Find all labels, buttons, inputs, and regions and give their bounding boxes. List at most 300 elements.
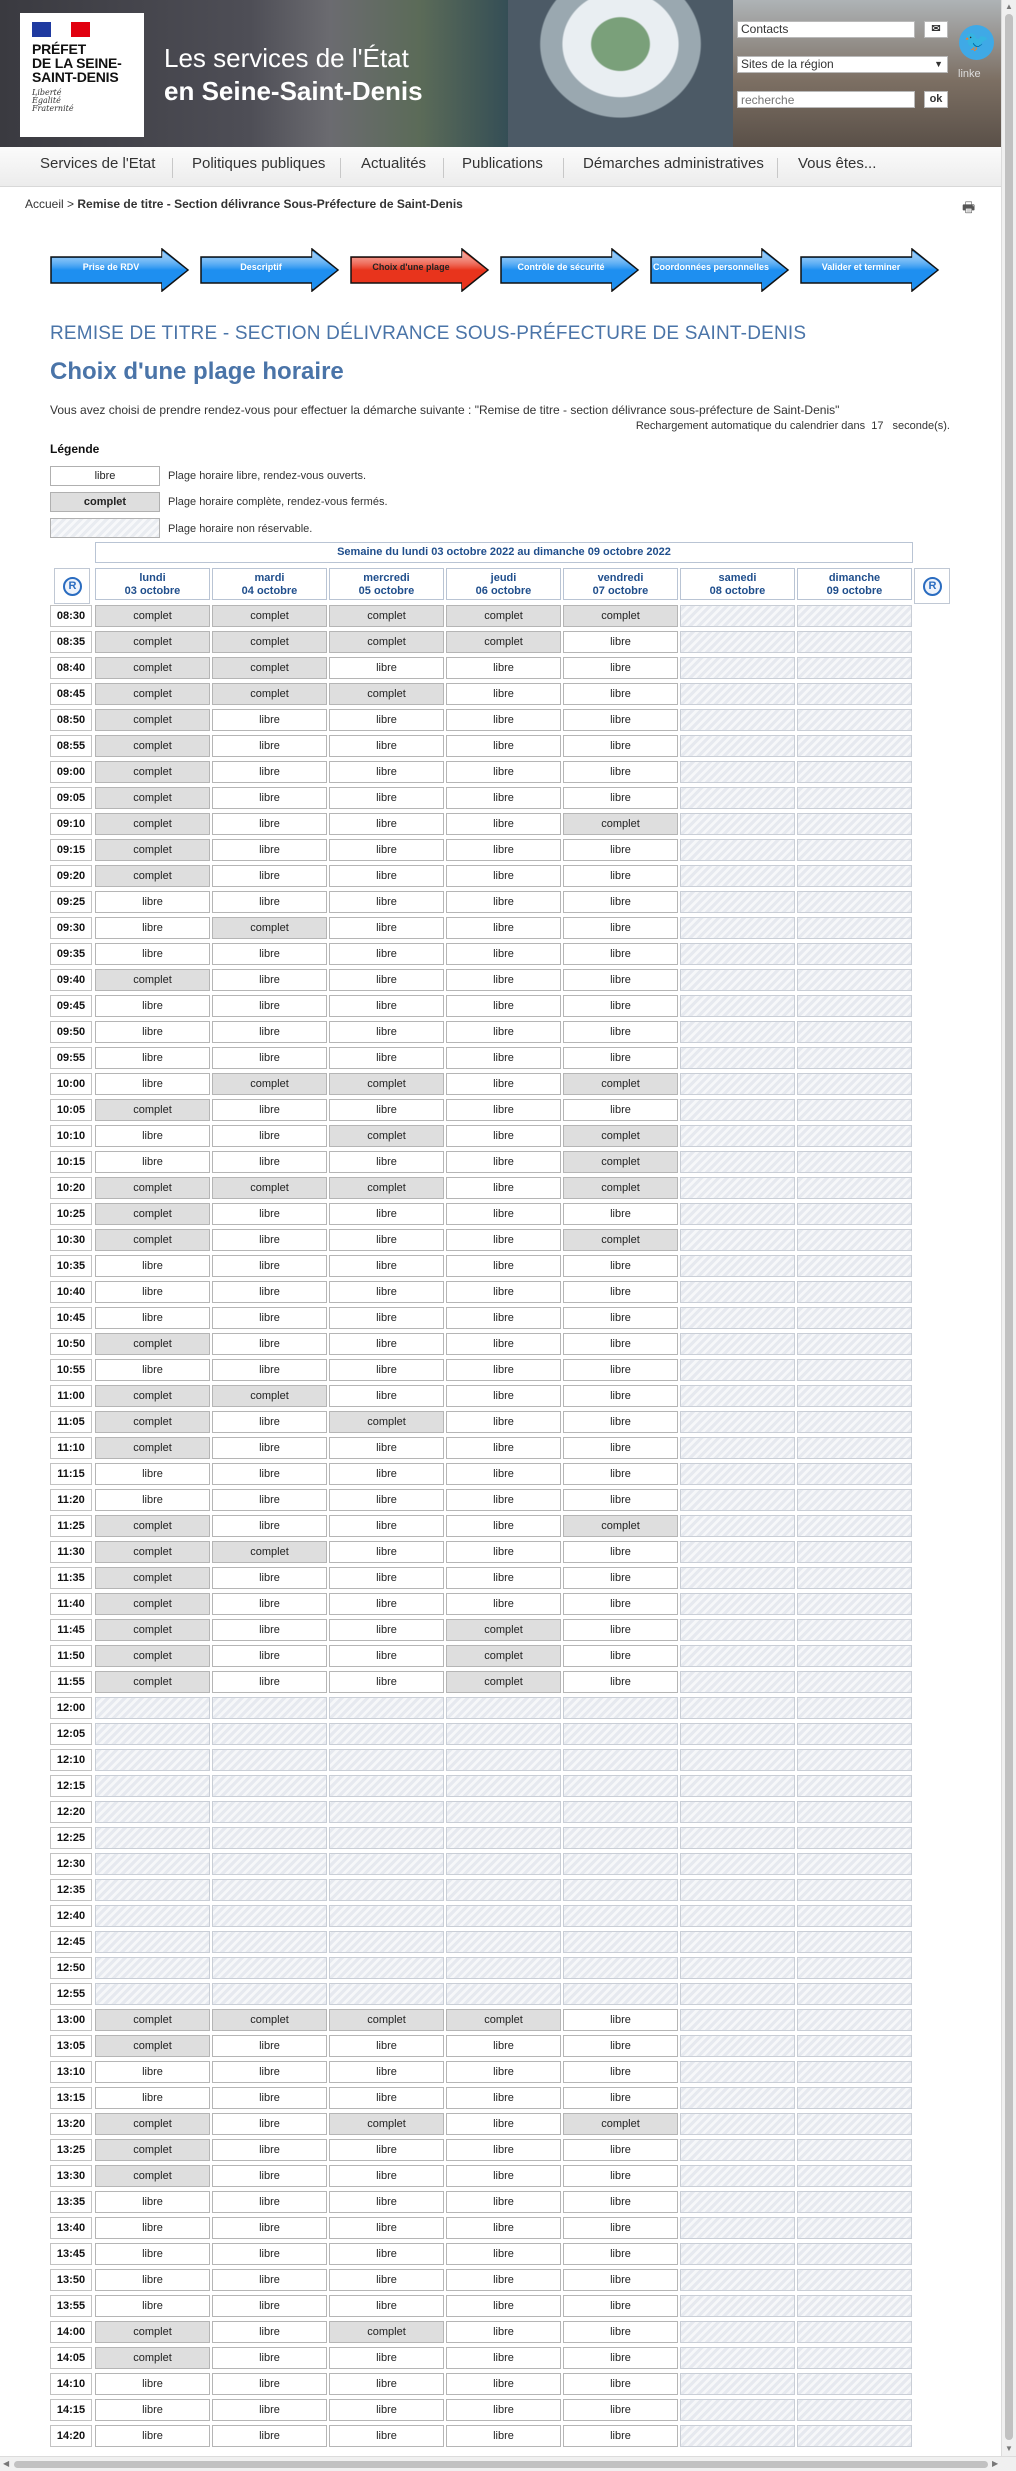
slot-libre[interactable]: libre: [212, 1125, 327, 1147]
contacts-select[interactable]: Contacts: [737, 21, 915, 38]
slot-libre[interactable]: libre: [563, 2139, 678, 2161]
slot-libre[interactable]: libre: [212, 2399, 327, 2421]
slot-libre[interactable]: libre: [212, 761, 327, 783]
slot-libre[interactable]: libre: [563, 2191, 678, 2213]
slot-libre[interactable]: libre: [95, 1125, 210, 1147]
day-name: jeudi: [490, 572, 517, 584]
slot-libre[interactable]: libre: [563, 1255, 678, 1277]
slot-libre[interactable]: libre: [563, 995, 678, 1017]
slot-libre[interactable]: libre: [212, 1307, 327, 1329]
slot-libre[interactable]: libre: [563, 761, 678, 783]
slot-non-reservable: [797, 1827, 912, 1849]
slot-libre[interactable]: libre: [95, 2243, 210, 2265]
step-6[interactable]: [800, 248, 940, 292]
slot-libre[interactable]: libre: [329, 2243, 444, 2265]
slot-libre[interactable]: libre: [563, 1671, 678, 1693]
slot-non-reservable: [680, 2061, 795, 2083]
slot-libre[interactable]: libre: [446, 2269, 561, 2291]
slot-libre[interactable]: libre: [95, 1255, 210, 1277]
time-label: 09:10: [50, 813, 92, 835]
slot-libre[interactable]: libre: [446, 2295, 561, 2317]
main-nav: [0, 147, 1001, 187]
slot-libre[interactable]: libre: [329, 1463, 444, 1485]
slot-libre[interactable]: libre: [563, 969, 678, 991]
slot-libre[interactable]: libre: [329, 995, 444, 1017]
slot-libre[interactable]: libre: [329, 917, 444, 939]
slot-libre[interactable]: libre: [212, 839, 327, 861]
slot-libre[interactable]: libre: [212, 1671, 327, 1693]
slot-libre[interactable]: libre: [329, 1541, 444, 1563]
slot-libre[interactable]: libre: [212, 2035, 327, 2057]
slot-libre[interactable]: libre: [446, 1515, 561, 1537]
slot-libre[interactable]: libre: [563, 1489, 678, 1511]
slot-non-reservable: [797, 2165, 912, 2187]
slot-libre[interactable]: libre: [446, 1463, 561, 1485]
scroll-down-icon[interactable]: ▼: [1005, 2444, 1013, 2453]
slot-libre[interactable]: libre: [329, 1619, 444, 1641]
slot-libre[interactable]: libre: [446, 787, 561, 809]
slot-libre[interactable]: libre: [446, 1307, 561, 1329]
slot-libre[interactable]: libre: [446, 1073, 561, 1095]
slot-libre[interactable]: libre: [446, 1489, 561, 1511]
slot-libre[interactable]: libre: [329, 1489, 444, 1511]
slot-libre[interactable]: libre: [212, 735, 327, 757]
page-title: Choix d'une plage horaire: [50, 358, 344, 385]
slot-libre[interactable]: libre: [329, 1645, 444, 1667]
slot-libre[interactable]: libre: [563, 631, 678, 653]
slot-libre[interactable]: libre: [212, 2347, 327, 2369]
slot-libre[interactable]: libre: [563, 1385, 678, 1407]
slot-libre[interactable]: libre: [95, 891, 210, 913]
slot-libre[interactable]: libre: [563, 1645, 678, 1667]
step-2[interactable]: [200, 248, 340, 292]
slot-libre[interactable]: libre: [95, 1151, 210, 1173]
slot-libre[interactable]: libre: [212, 1333, 327, 1355]
slot-libre[interactable]: libre: [446, 891, 561, 913]
slot-libre[interactable]: libre: [563, 1359, 678, 1381]
slot-libre[interactable]: libre: [95, 995, 210, 1017]
slot-libre[interactable]: libre: [212, 2087, 327, 2109]
nav-demarches[interactable]: Démarches administratives: [583, 155, 764, 172]
slot-libre[interactable]: libre: [446, 1437, 561, 1459]
slot-libre[interactable]: libre: [563, 1619, 678, 1641]
slot-libre[interactable]: libre: [329, 943, 444, 965]
slot-libre[interactable]: libre: [95, 943, 210, 965]
slot-libre[interactable]: libre: [329, 709, 444, 731]
slot-libre[interactable]: libre: [212, 2165, 327, 2187]
slot-libre[interactable]: libre: [563, 2165, 678, 2187]
slot-non-reservable: [797, 1385, 912, 1407]
slot-libre[interactable]: libre: [329, 2087, 444, 2109]
slot-libre[interactable]: libre: [212, 1489, 327, 1511]
slot-libre[interactable]: libre: [446, 1177, 561, 1199]
slot-libre[interactable]: libre: [563, 891, 678, 913]
slot-libre[interactable]: libre: [329, 813, 444, 835]
twitter-icon[interactable]: 🐦: [959, 25, 994, 60]
slot-complet: complet: [95, 865, 210, 887]
site-title[interactable]: [164, 42, 423, 108]
horizontal-scroll-thumb[interactable]: [14, 2461, 988, 2468]
slot-libre[interactable]: libre: [446, 2425, 561, 2447]
prefecture-logo[interactable]: [20, 13, 144, 137]
slot-libre[interactable]: libre: [212, 1593, 327, 1615]
slot-libre[interactable]: libre: [446, 2035, 561, 2057]
slot-libre[interactable]: libre: [446, 1411, 561, 1433]
slot-libre[interactable]: libre: [563, 2321, 678, 2343]
slot-libre[interactable]: libre: [446, 995, 561, 1017]
slot-complet: complet: [446, 631, 561, 653]
slot-libre[interactable]: libre: [563, 943, 678, 965]
slot-libre[interactable]: libre: [446, 969, 561, 991]
slot-libre[interactable]: libre: [212, 1255, 327, 1277]
slot-libre[interactable]: libre: [329, 2061, 444, 2083]
scroll-left-icon[interactable]: ◀: [3, 2459, 10, 2468]
slot-libre[interactable]: libre: [95, 2191, 210, 2213]
slot-libre[interactable]: libre: [212, 1567, 327, 1589]
slot-complet: complet: [95, 2009, 210, 2031]
slot-non-reservable: [680, 1593, 795, 1615]
slot-libre[interactable]: libre: [212, 1645, 327, 1667]
step-4[interactable]: [500, 248, 640, 292]
slot-libre[interactable]: libre: [212, 865, 327, 887]
slot-libre[interactable]: libre: [446, 1255, 561, 1277]
slot-libre[interactable]: libre: [329, 1671, 444, 1693]
slot-libre[interactable]: libre: [563, 2217, 678, 2239]
slot-libre[interactable]: libre: [563, 2399, 678, 2421]
slot-libre[interactable]: libre: [446, 2087, 561, 2109]
logo-line2: DE LA SEINE-: [32, 55, 122, 71]
slot-non-reservable: [563, 1931, 678, 1953]
slot-non-reservable: [446, 1827, 561, 1849]
slot-libre[interactable]: libre: [563, 1567, 678, 1589]
slot-libre[interactable]: libre: [563, 1463, 678, 1485]
slot-libre[interactable]: libre: [329, 865, 444, 887]
slot-libre[interactable]: libre: [329, 1047, 444, 1069]
slot-libre[interactable]: libre: [563, 1541, 678, 1563]
slot-non-reservable: [797, 1801, 912, 1823]
slot-libre[interactable]: libre: [212, 1619, 327, 1641]
slot-libre[interactable]: libre: [446, 1125, 561, 1147]
slot-libre[interactable]: libre: [446, 2243, 561, 2265]
slot-libre[interactable]: libre: [563, 2373, 678, 2395]
slot-libre[interactable]: libre: [329, 735, 444, 757]
step-3[interactable]: [350, 248, 490, 292]
slot-libre[interactable]: libre: [563, 1411, 678, 1433]
horizontal-scrollbar[interactable]: [0, 2456, 1016, 2471]
slot-libre[interactable]: libre: [446, 709, 561, 731]
slot-libre[interactable]: libre: [446, 813, 561, 835]
slot-libre[interactable]: libre: [446, 1151, 561, 1173]
slot-libre[interactable]: libre: [212, 1151, 327, 1173]
slot-libre[interactable]: libre: [212, 2425, 327, 2447]
legend-complet-text: Plage horaire complète, rendez-vous fermés.: [168, 496, 388, 508]
slot-libre[interactable]: libre: [446, 2165, 561, 2187]
slot-libre[interactable]: libre: [329, 761, 444, 783]
step-1[interactable]: [50, 248, 190, 292]
slot-libre[interactable]: libre: [446, 1541, 561, 1563]
slot-libre[interactable]: libre: [329, 1203, 444, 1225]
slot-libre[interactable]: libre: [563, 1307, 678, 1329]
slot-libre[interactable]: libre: [563, 2269, 678, 2291]
print-icon[interactable]: 🖶: [962, 199, 976, 215]
slot-libre[interactable]: libre: [446, 2113, 561, 2135]
search-input[interactable]: [737, 91, 915, 108]
slot-libre[interactable]: libre: [95, 1073, 210, 1095]
slot-libre[interactable]: libre: [446, 2191, 561, 2213]
slot-libre[interactable]: libre: [212, 2321, 327, 2343]
vertical-scroll-thumb[interactable]: [1005, 14, 1013, 2440]
slot-libre[interactable]: libre: [446, 2347, 561, 2369]
slot-libre[interactable]: libre: [212, 2295, 327, 2317]
slot-libre[interactable]: libre: [95, 2373, 210, 2395]
slot-libre[interactable]: libre: [329, 787, 444, 809]
vertical-scrollbar[interactable]: [1001, 0, 1016, 2456]
slot-libre[interactable]: libre: [95, 2087, 210, 2109]
slot-libre[interactable]: libre: [329, 1229, 444, 1251]
slot-libre[interactable]: libre: [446, 1047, 561, 1069]
slot-libre[interactable]: libre: [95, 2061, 210, 2083]
legend-libre-text: Plage horaire libre, rendez-vous ouverts.: [168, 470, 367, 482]
slot-libre[interactable]: libre: [329, 1567, 444, 1589]
slot-libre[interactable]: libre: [329, 1333, 444, 1355]
nav-vous-etes[interactable]: Vous êtes...: [798, 155, 877, 172]
slot-libre[interactable]: libre: [563, 787, 678, 809]
slot-libre[interactable]: libre: [212, 1437, 327, 1459]
slot-libre[interactable]: libre: [329, 2191, 444, 2213]
nav-actualites[interactable]: Actualités: [361, 155, 427, 172]
next-week-button[interactable]: [914, 568, 950, 604]
scroll-up-icon[interactable]: ▲: [1005, 2, 1013, 11]
time-label: 08:30: [50, 605, 92, 627]
slot-libre[interactable]: libre: [95, 1047, 210, 1069]
slot-libre[interactable]: libre: [563, 1593, 678, 1615]
slot-libre[interactable]: libre: [329, 657, 444, 679]
legend-libre-box: libre: [50, 466, 160, 486]
slot-libre[interactable]: libre: [329, 969, 444, 991]
slot-non-reservable: [680, 865, 795, 887]
slot-libre[interactable]: libre: [563, 865, 678, 887]
slot-libre[interactable]: libre: [446, 1359, 561, 1381]
slot-libre[interactable]: libre: [212, 2217, 327, 2239]
slot-libre[interactable]: libre: [563, 2009, 678, 2031]
slot-libre[interactable]: libre: [446, 865, 561, 887]
slot-libre[interactable]: libre: [329, 2399, 444, 2421]
slot-libre[interactable]: libre: [329, 1307, 444, 1329]
slot-complet: complet: [212, 1177, 327, 1199]
slot-libre[interactable]: libre: [329, 839, 444, 861]
slot-libre[interactable]: libre: [329, 891, 444, 913]
slot-libre[interactable]: libre: [446, 2217, 561, 2239]
slot-libre[interactable]: libre: [212, 1463, 327, 1485]
slot-libre[interactable]: libre: [446, 2321, 561, 2343]
slot-libre[interactable]: libre: [329, 1151, 444, 1173]
slot-libre[interactable]: libre: [329, 2139, 444, 2161]
slot-libre[interactable]: libre: [446, 943, 561, 965]
slot-libre[interactable]: libre: [563, 917, 678, 939]
slot-libre[interactable]: libre: [563, 2035, 678, 2057]
slot-libre[interactable]: libre: [563, 1047, 678, 1069]
slot-libre[interactable]: libre: [446, 2139, 561, 2161]
slot-libre[interactable]: libre: [212, 1515, 327, 1537]
slot-libre[interactable]: libre: [212, 1021, 327, 1043]
slot-libre[interactable]: libre: [329, 2373, 444, 2395]
slot-libre[interactable]: libre: [329, 1099, 444, 1121]
slot-non-reservable: [680, 1307, 795, 1329]
slot-libre[interactable]: libre: [446, 657, 561, 679]
slot-libre[interactable]: libre: [212, 995, 327, 1017]
slot-libre[interactable]: libre: [212, 943, 327, 965]
nav-publications[interactable]: Publications: [462, 155, 543, 172]
slot-libre[interactable]: libre: [563, 1333, 678, 1355]
slot-libre[interactable]: libre: [212, 2269, 327, 2291]
slot-libre[interactable]: libre: [212, 2373, 327, 2395]
time-label: 09:25: [50, 891, 92, 913]
slot-libre[interactable]: libre: [563, 657, 678, 679]
slot-libre[interactable]: libre: [329, 1515, 444, 1537]
slot-libre[interactable]: libre: [446, 917, 561, 939]
slot-libre[interactable]: libre: [446, 1333, 561, 1355]
slot-libre[interactable]: libre: [212, 813, 327, 835]
slot-libre[interactable]: libre: [212, 2139, 327, 2161]
slot-libre[interactable]: libre: [95, 1359, 210, 1381]
slot-libre[interactable]: libre: [212, 2191, 327, 2213]
slot-non-reservable: [797, 1567, 912, 1589]
slot-libre[interactable]: libre: [329, 1281, 444, 1303]
time-label: 13:20: [50, 2113, 92, 2135]
slot-libre[interactable]: libre: [446, 1567, 561, 1589]
slot-libre[interactable]: libre: [329, 1437, 444, 1459]
slot-libre[interactable]: libre: [212, 709, 327, 731]
slot-libre[interactable]: libre: [329, 1385, 444, 1407]
slot-libre[interactable]: libre: [329, 2035, 444, 2057]
slot-libre[interactable]: libre: [446, 1281, 561, 1303]
scroll-right-icon[interactable]: ▶: [992, 2459, 999, 2468]
slot-libre[interactable]: libre: [212, 1359, 327, 1381]
slot-non-reservable: [680, 1723, 795, 1745]
slot-libre[interactable]: libre: [329, 2269, 444, 2291]
slot-libre[interactable]: libre: [329, 2347, 444, 2369]
slot-libre[interactable]: libre: [95, 2425, 210, 2447]
slot-non-reservable: [680, 2373, 795, 2395]
slot-libre[interactable]: libre: [446, 683, 561, 705]
breadcrumb-home[interactable]: Accueil: [25, 197, 64, 211]
slot-libre[interactable]: libre: [212, 2061, 327, 2083]
slot-libre[interactable]: libre: [563, 2425, 678, 2447]
slot-libre[interactable]: libre: [563, 2087, 678, 2109]
day-date: 08 octobre: [709, 585, 766, 597]
slot-libre[interactable]: libre: [95, 1463, 210, 1485]
slot-libre[interactable]: libre: [212, 787, 327, 809]
slot-libre[interactable]: libre: [95, 917, 210, 939]
search-button[interactable]: ok: [924, 91, 948, 108]
slot-libre[interactable]: libre: [329, 1593, 444, 1615]
slot-libre[interactable]: libre: [563, 2347, 678, 2369]
slot-complet: complet: [446, 1619, 561, 1641]
slot-libre[interactable]: libre: [212, 1099, 327, 1121]
mail-icon[interactable]: ✉: [924, 21, 948, 38]
slot-libre[interactable]: libre: [446, 761, 561, 783]
slot-libre[interactable]: libre: [212, 1281, 327, 1303]
logo-line3: SAINT-DENIS: [32, 69, 119, 85]
sites-region-select[interactable]: [737, 56, 948, 73]
slot-libre[interactable]: libre: [446, 1229, 561, 1251]
slot-libre[interactable]: libre: [563, 1021, 678, 1043]
slot-libre[interactable]: libre: [446, 2373, 561, 2395]
time-label: 09:45: [50, 995, 92, 1017]
slot-libre[interactable]: libre: [212, 1047, 327, 1069]
slot-libre[interactable]: libre: [95, 2399, 210, 2421]
slot-libre[interactable]: libre: [95, 1281, 210, 1303]
slot-libre[interactable]: libre: [563, 1203, 678, 1225]
slot-libre[interactable]: libre: [95, 2217, 210, 2239]
step-5[interactable]: [650, 248, 790, 292]
slot-non-reservable: [680, 2217, 795, 2239]
slot-libre[interactable]: libre: [563, 735, 678, 757]
slot-libre[interactable]: libre: [563, 2061, 678, 2083]
slot-complet: complet: [212, 657, 327, 679]
slot-libre[interactable]: libre: [329, 2165, 444, 2187]
slot-non-reservable: [446, 1801, 561, 1823]
slot-libre[interactable]: libre: [329, 1359, 444, 1381]
slot-libre[interactable]: libre: [563, 2243, 678, 2265]
slot-libre[interactable]: libre: [212, 1229, 327, 1251]
slot-libre[interactable]: libre: [563, 1281, 678, 1303]
legend-complet-box: complet: [50, 492, 160, 512]
nav-services[interactable]: Services de l'Etat: [40, 155, 156, 172]
slot-libre[interactable]: libre: [212, 969, 327, 991]
time-label: 10:00: [50, 1073, 92, 1095]
slot-libre[interactable]: libre: [563, 709, 678, 731]
slot-libre[interactable]: libre: [212, 2113, 327, 2135]
slot-libre[interactable]: libre: [446, 1593, 561, 1615]
slot-libre[interactable]: libre: [563, 839, 678, 861]
slot-libre[interactable]: libre: [446, 1203, 561, 1225]
slot-complet: complet: [95, 1229, 210, 1251]
slot-libre[interactable]: libre: [95, 2295, 210, 2317]
slot-libre[interactable]: libre: [329, 2425, 444, 2447]
slot-libre[interactable]: libre: [563, 1099, 678, 1121]
slot-non-reservable: [446, 1853, 561, 1875]
slot-libre[interactable]: libre: [446, 839, 561, 861]
slot-libre[interactable]: libre: [95, 1021, 210, 1043]
slot-libre[interactable]: libre: [446, 2061, 561, 2083]
slot-libre[interactable]: libre: [212, 1203, 327, 1225]
prev-week-button[interactable]: [54, 568, 90, 604]
slot-libre[interactable]: libre: [95, 1489, 210, 1511]
slot-libre[interactable]: libre: [95, 2269, 210, 2291]
slot-libre[interactable]: libre: [446, 1385, 561, 1407]
slot-libre[interactable]: libre: [563, 683, 678, 705]
slot-libre[interactable]: libre: [563, 2295, 678, 2317]
slot-libre[interactable]: libre: [446, 1099, 561, 1121]
slot-libre[interactable]: libre: [329, 2217, 444, 2239]
slot-libre[interactable]: libre: [329, 1255, 444, 1277]
slot-libre[interactable]: libre: [563, 1437, 678, 1459]
time-label: 14:10: [50, 2373, 92, 2395]
slot-libre[interactable]: libre: [329, 1021, 444, 1043]
slot-non-reservable: [563, 1827, 678, 1849]
slot-libre[interactable]: libre: [446, 735, 561, 757]
slot-libre[interactable]: libre: [212, 1411, 327, 1433]
slot-libre[interactable]: libre: [212, 2243, 327, 2265]
slot-libre[interactable]: libre: [212, 891, 327, 913]
nav-politiques[interactable]: Politiques publiques: [192, 155, 326, 172]
slot-non-reservable: [680, 2243, 795, 2265]
slot-libre[interactable]: libre: [446, 2399, 561, 2421]
slot-libre[interactable]: libre: [95, 1307, 210, 1329]
slot-libre[interactable]: libre: [329, 2295, 444, 2317]
slot-libre[interactable]: libre: [446, 1021, 561, 1043]
